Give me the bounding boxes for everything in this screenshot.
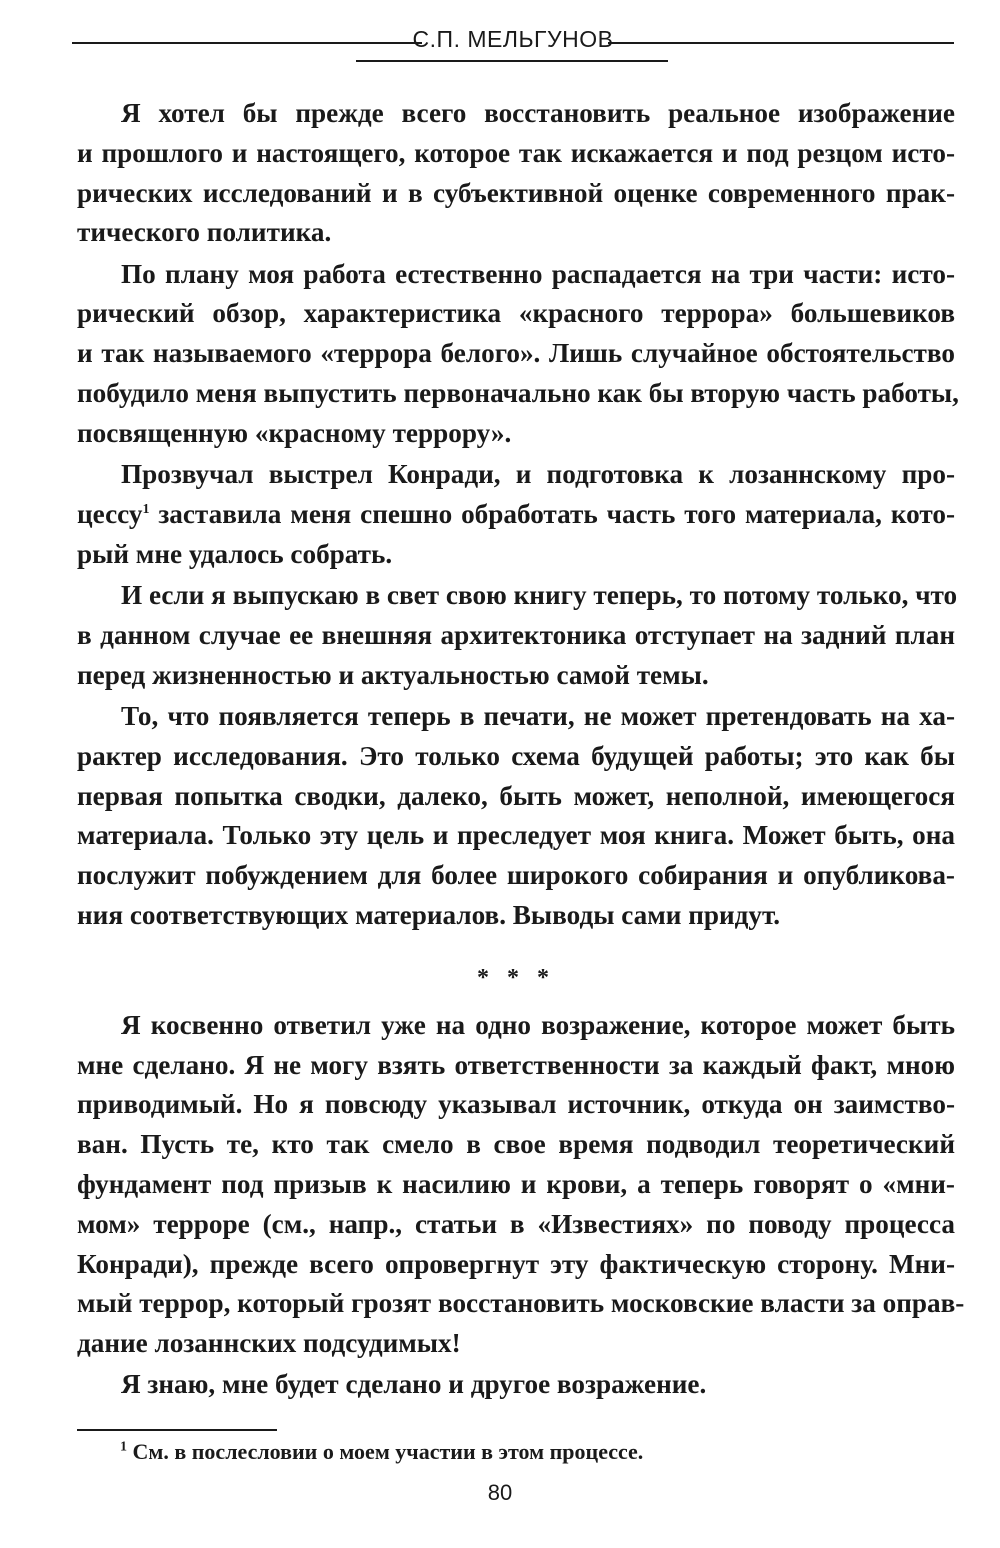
- text-line: и так называемого «террора белого». Лишь случайное обстоятельство: [77, 338, 955, 369]
- text-fragment: цессу: [77, 498, 143, 529]
- text-line: рических исследований и в субъективной оценке современного прак-: [77, 177, 955, 208]
- text-line: фундамент под призыв к насилию и крови, а теперь говорят о «мни-: [77, 1168, 955, 1199]
- paragraph-1: [77, 94, 955, 253]
- text-line: Прозвучал выстрел Конради, и подготовка к лозаннскому про-: [121, 459, 955, 490]
- text-line: Я знаю, мне будет сделано и другое возражение.: [121, 1369, 707, 1400]
- footnote-text: См. в послесловии о моем участии в этом процессе.: [132, 1439, 644, 1464]
- footnote-rule: [77, 1429, 277, 1431]
- text-line-with-footnote: [77, 495, 955, 535]
- text-line: посвященную «красному террору».: [77, 417, 512, 448]
- text-line: рый мне удалось собрать.: [77, 538, 393, 569]
- text-line: По плану моя работа естественно распадается на три части: исто-: [121, 258, 955, 289]
- text-line: побудило меня выпустить первоначально как бы вторую часть работы,: [77, 378, 959, 409]
- paragraph-4: [77, 576, 958, 695]
- text-line: и прошлого и настоящего, которое так искажается и под резцом исто-: [77, 137, 955, 168]
- running-header: [72, 22, 954, 62]
- text-line: перед жизненностью и актуальностью самой темы.: [77, 659, 709, 690]
- footnote-reference[interactable]: 1: [142, 501, 150, 517]
- header-author-title: С.П. МЕЛЬГУНОВ: [412, 26, 614, 52]
- text-line: дание лозаннских подсудимых!: [77, 1328, 461, 1359]
- text-line: послужит побуждением для более широкого собирания и опубликова-: [77, 860, 955, 891]
- text-line: ван. Пусть те, кто так смело в свое время подводил теоретический: [77, 1129, 955, 1160]
- text-fragment: заставила меня спешно обработать часть того материала, кото-: [158, 498, 955, 529]
- text-line: ния соответствующих материалов. Выводы сами придут.: [77, 899, 781, 930]
- text-line: Конради), прежде всего опровергнут эту фактическую сторону. Мни-: [77, 1248, 955, 1279]
- footnote: [120, 1437, 643, 1467]
- paragraph-2: [77, 255, 959, 454]
- text-line: рический обзор, характеристика «красного террора» большевиков: [77, 298, 955, 329]
- text-line: Я хотел бы прежде всего восстановить реальное изображение: [121, 98, 955, 128]
- paragraph-5: [77, 697, 955, 936]
- text-line: мом» терроре (см., напр., статьи в «Известиях» по поводу процесса: [77, 1208, 955, 1239]
- text-line: Я косвенно ответил уже на одно возражение, которое может быть: [121, 1009, 955, 1040]
- text-line: тического политика.: [77, 217, 332, 248]
- text-line: первая попытка сводки, далеко, быть может, неполной, имеющегося: [77, 780, 955, 811]
- paragraph-3: [77, 455, 955, 574]
- text-line: материала. Только эту цель и преследует моя книга. Может быть, она: [77, 820, 955, 851]
- header-rule-right: [608, 42, 954, 44]
- text-line: мый террор, который грозят восстановить московские власти за оправ-: [77, 1288, 965, 1319]
- page-number: 80: [487, 1480, 513, 1505]
- paragraph-6: [77, 1006, 965, 1364]
- footnote-marker: 1: [120, 1439, 127, 1455]
- text-line: в данном случае ее внешняя архитектоника отступает на задний план: [77, 619, 955, 650]
- text-line: мне сделано. Я не могу взять ответственности за каждый факт, мною: [77, 1049, 955, 1080]
- text-line: То, что появляется теперь в печати, не может претендовать на ха-: [121, 700, 955, 731]
- body-text: [77, 94, 965, 1407]
- paragraph-7: [77, 1365, 955, 1405]
- header-underline: [356, 60, 668, 62]
- text-line: рактер исследования. Это только схема будущей работы; это как бы: [77, 740, 955, 771]
- text-line: И если я выпускаю в свет свою книгу теперь, то потому только, что: [121, 580, 958, 611]
- section-separator: * * *: [477, 964, 555, 991]
- text-line: приводимый. Но я повсюду указывал источник, откуда он заимство-: [77, 1089, 955, 1120]
